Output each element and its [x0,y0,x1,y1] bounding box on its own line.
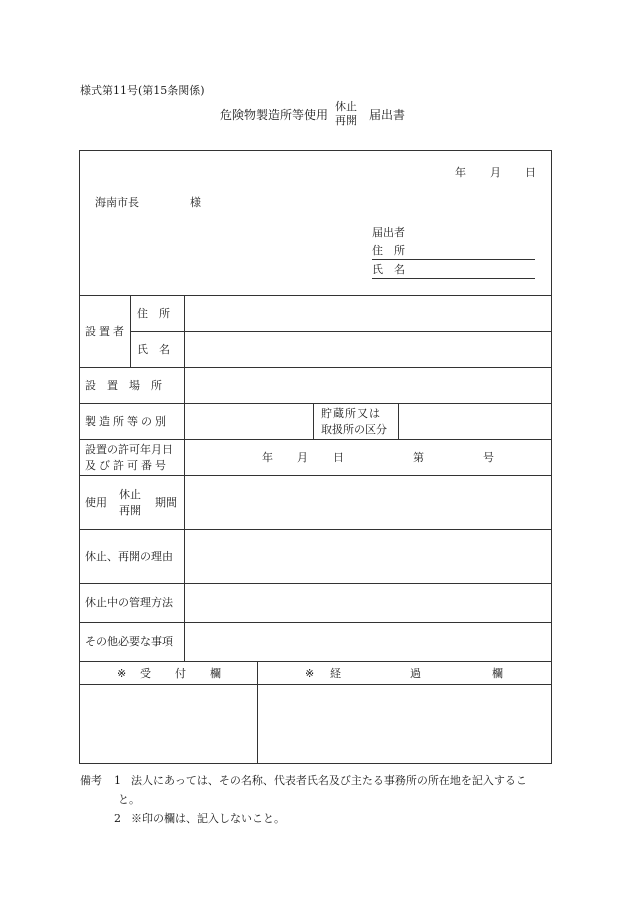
storage-category-label-1: 貯蔵所又は [321,407,381,420]
notes-heading: 備考 [80,774,102,787]
progress-header-char-1: 経 [330,667,341,680]
rule [79,403,552,404]
progress-header-char-3: 欄 [492,667,503,680]
rule [257,661,258,764]
storage-category-field[interactable] [400,405,550,438]
storage-category-label-2: 取扱所の区分 [321,423,387,436]
title-option-suspend: 休止 [335,100,357,113]
facility-type-label: 製造所等の別 [85,415,169,428]
usage-period-field[interactable] [186,477,550,528]
rule [79,583,552,584]
addressee-honorific: 様 [190,196,201,209]
usage-period-option-suspend: 休止 [119,488,141,501]
usage-period-option-resume: 再開 [119,504,141,517]
title-option-resume: 再開 [335,114,357,127]
rule [130,331,552,332]
rule [79,295,552,296]
rule [79,529,552,530]
rule [313,403,314,439]
addressee-name: 海南市長 [95,196,139,209]
permit-year-label: 年 [262,451,273,464]
permit-number-suffix: 号 [483,451,494,464]
reception-mark: ※ [117,667,127,680]
table-border-left [79,150,80,764]
rule [79,684,552,685]
title-suffix: 届出書 [369,108,406,122]
installer-label: 設置者 [85,325,127,338]
usage-period-label-period: 期間 [155,496,177,509]
note-2-text: ※印の欄は、記入しないこと。 [131,812,285,825]
permit-label-1: 設置の許可年月日 [85,443,173,456]
date-day-label: 日 [525,166,536,179]
progress-header-char-2: 過 [410,667,421,680]
reception-header-char-1: 受 [140,667,151,680]
notifier-heading: 届出者 [372,226,405,239]
rule [398,403,399,439]
location-label: 設 置 場 所 [85,379,162,392]
note-1-number: 1 [114,774,121,787]
facility-type-field[interactable] [186,405,312,438]
installer-address-label: 住 所 [137,307,170,320]
form-number: 様式第11号(第15条関係) [80,84,205,97]
notifier-address-label: 住 所 [372,244,405,257]
rule [79,661,552,662]
notifier-name-label: 氏 名 [372,263,405,276]
management-label: 休止中の管理方法 [85,596,173,609]
permit-number-prefix: 第 [413,451,424,464]
table-border-top [79,150,552,151]
permit-day-label: 日 [333,451,344,464]
rule [130,295,131,367]
reception-header-char-2: 付 [175,667,186,680]
rule [79,439,552,440]
progress-mark: ※ [305,667,315,680]
rule [79,622,552,623]
permit-label-2: 及び許可番号 [85,459,169,472]
date-month-label: 月 [490,166,501,179]
reason-field[interactable] [186,531,550,582]
other-label: その他必要な事項 [85,635,173,648]
table-border-right [551,150,552,764]
title-prefix: 危険物製造所等使用 [220,108,329,122]
location-field[interactable] [186,369,550,402]
rule [79,475,552,476]
installer-name-field[interactable] [186,333,550,366]
other-field[interactable] [186,624,550,660]
notifier-name-field[interactable] [372,278,535,279]
table-border-bottom [79,763,552,764]
date-year-label: 年 [455,166,466,179]
note-1-line-2: と。 [118,793,140,806]
note-1-line-1: 法人にあっては、その名称、代表者氏名及び主たる事務所の所在地を記入するこ [131,774,527,787]
rule [184,295,185,661]
rule [79,367,552,368]
permit-month-label: 月 [297,451,308,464]
usage-period-label-use: 使用 [85,496,107,509]
note-2-number: 2 [114,812,121,825]
management-field[interactable] [186,585,550,621]
installer-name-label: 氏 名 [137,343,170,356]
installer-address-field[interactable] [186,297,550,330]
reception-header-char-3: 欄 [210,667,221,680]
notifier-address-field[interactable] [372,259,535,260]
reason-label: 休止、再開の理由 [85,550,173,563]
